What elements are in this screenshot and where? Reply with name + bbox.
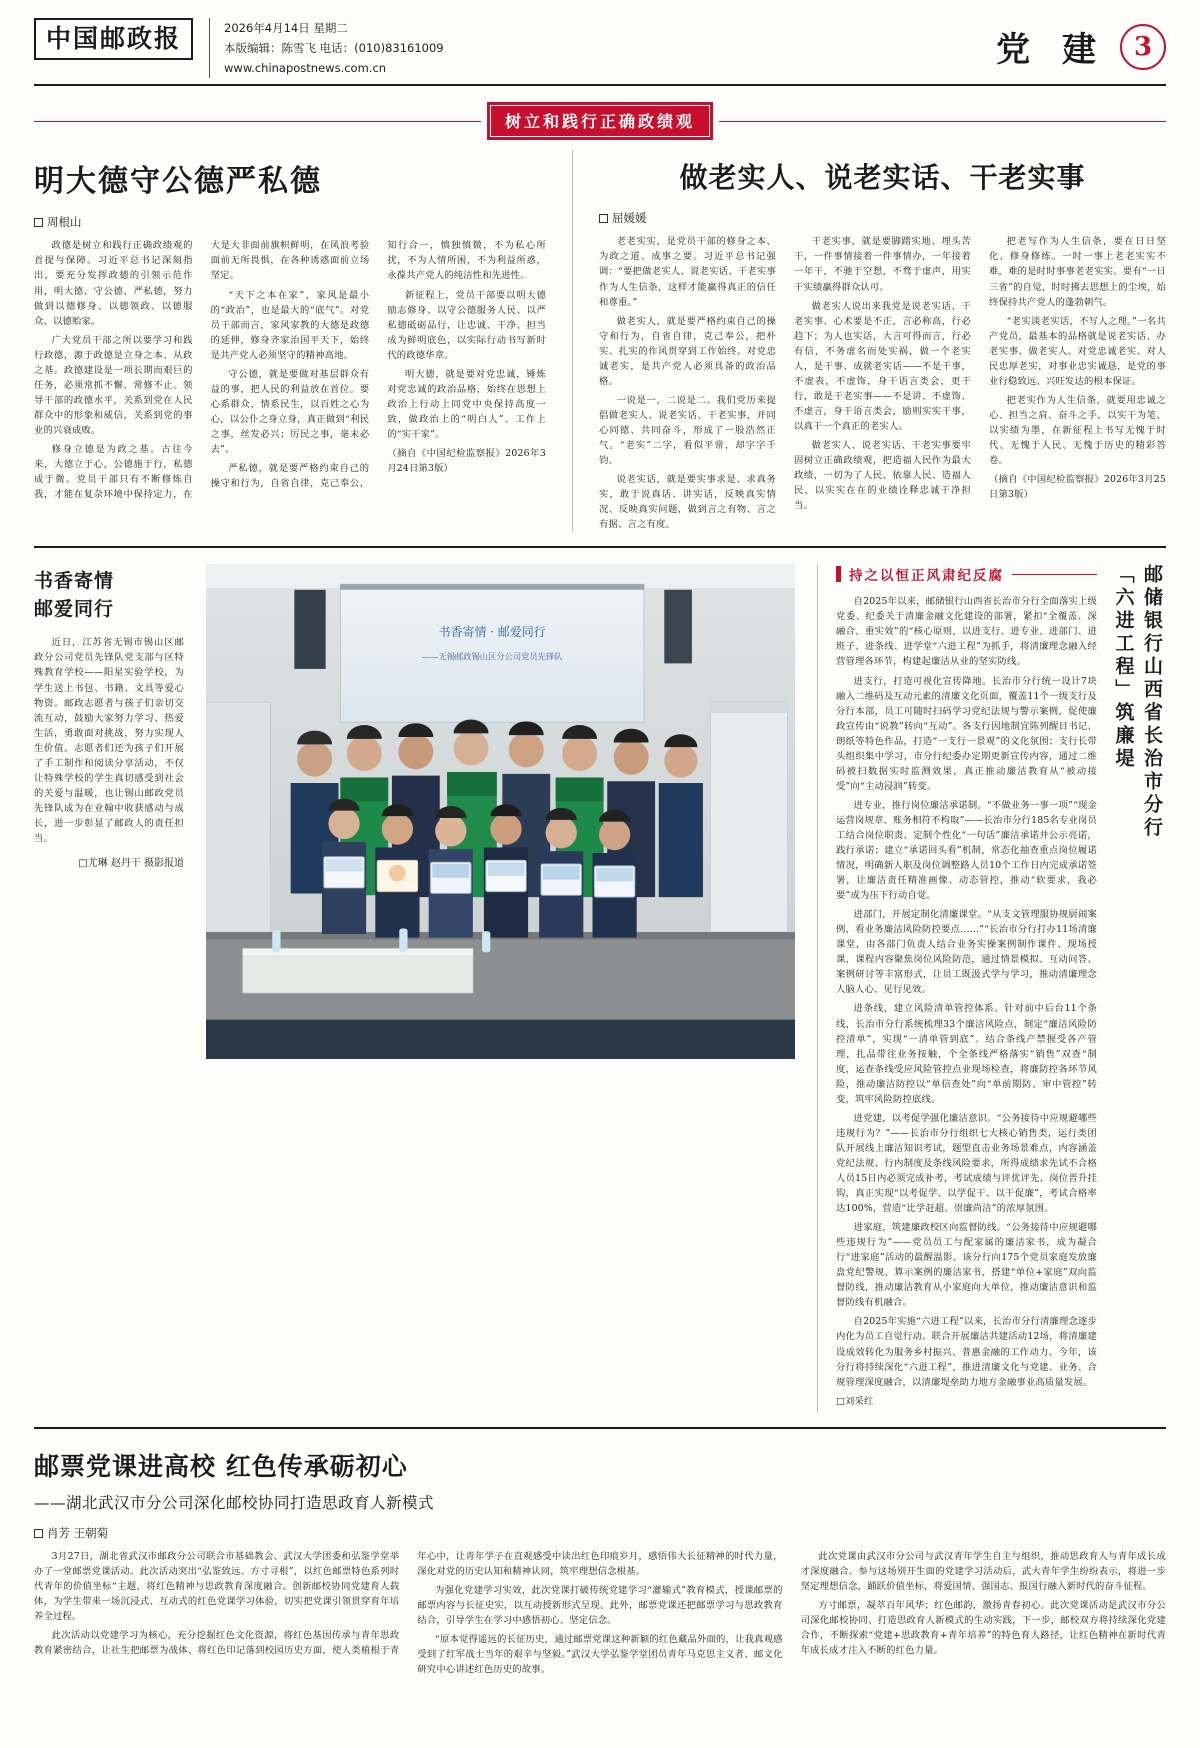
article1-byline xyxy=(34,214,546,230)
article5-p2: 为强化党建学习实效，此次党课打破传统党建学习“灌输式”教育模式，授课邮票的邮票内容与长征史实，以互动授新形式呈现。此外，邮票党课还把邮票学习与思政教育结合，引导学生在学习中感悟初心、坚定信念。 xyxy=(417,1584,783,1626)
article4-p3: 进部门，开展定制化清廉课堂。“从支文管理服协规厨闹案例，看业务廉洁风险防控要点……”“长治市分行打办11场清廉课堂，由各部门负责人结合业务实操案例制作课件、现场授课，课程内容聚焦岗位风险防范，通过情景模拟、互动问答、案例研讨等丰富形式，让员工既汲式学与学习，推动清廉理念人脑人心、见行见效。 xyxy=(836,909,1097,996)
article1-p1: 广大党员干部之所以要学习和践行政德，源于政德是立身之本、从政之基。政德建设是一项长期而艰巨的任务，必须常抓不懈、常修不止。领导干部的政德水平，关系到党在人民群众中的形象和威信，关系到党的事业的兴衰成败。 xyxy=(34,334,193,436)
article1-p5: 严私德，就是要严格约束自己的操守和行为，自省自律，克己奉公，知行合一，慎独慎微，不为私心所扰，不为人情所困，不为利益所惑，永葆共产党人的纯洁性和先进性。 xyxy=(210,240,546,490)
article5-title: 邮票党课进高校 红色传承砺初心 xyxy=(34,1451,408,1481)
svg-text:——无锡邮政锡山区分公司党员先锋队: ——无锡邮政锡山区分公司党员先锋队 xyxy=(421,651,563,662)
article2-p0: 老老实实，是党员干部的修身之本、为政之道、成事之要。习近平总书记强调：“要把做老实人、说老实话、干老实事作为人生信条，这样才能赢得真正的信任和尊重。” xyxy=(599,236,776,308)
article-liujin-gongcheng xyxy=(817,564,1166,1412)
article4-strip xyxy=(836,564,1097,584)
section-title: 党 建 xyxy=(996,30,1106,70)
article2-p7: 把老写作为人生信条，要在日日坚化、修身修练。一时一事上老老实实不难，难的是时时事事老老实实。要有“一日三省”的自觉，时时拂去思想上的尘埃，始终保持共产党人的蓬勃朝气。 xyxy=(989,236,1166,308)
article4-p5: 进党建，以考促学强化廉洁意识。“公务接待中应规避哪些违规行为？”——长治市分行组织七大核心销售类，运行类团队开展线上廉洁知识考试，题型直击业务场景难点，内容涵盖党纪法规、行内制度及条线风险要求，所得成绩求先试不合格人员15日内必须完成补考，考试成绩与评优评先、岗位晋升挂钩，真正实现“以考促学、以学促干、以干促廉”，考试合格率达100%，营造“比学赶超、崇廉尚洁”的浓厚氛围。 xyxy=(836,1112,1097,1215)
group-photo-graphic xyxy=(206,564,795,1020)
article2-p1: 做老实人，就是要严格约束自己的操守和行为，自省自律，克己奉公，把朴实、扎实的作风贯穿到工作始终。对党忠诚老实，是共产党人必须具备的政治品格。 xyxy=(599,315,776,387)
article3-title-line1: 书香寄情 xyxy=(34,570,115,593)
article1-source: （摘自《中国纪检监察报》2026年3月24日第3版） xyxy=(387,447,546,475)
banner-label: 树立和践行正确政绩观 xyxy=(487,102,713,140)
article5-subtitle: ——湖北武汉市分公司深化邮校协同打造思政育人新模式 xyxy=(34,1493,435,1512)
article1-p4: 守公德，就是要做对基层群众有益的事，把人民的利益放在首位。要心系群众、情系民生，以百姓之心为心，以公仆之身立身，真正做到“利民之事，丝发必兴；厉民之事，毫末必去”。 xyxy=(210,368,370,455)
strip-marker-icon xyxy=(836,566,841,582)
svg-text:书香寄情 · 邮爱同行: 书香寄情 · 邮爱同行 xyxy=(438,625,546,640)
article2-p2: 一说是一，二说是二。我们党历来提倡做老实人、说老实话、干老实事，并同心同德、共同奋斗，形成了一股浩然正气。“老实”二字，看似平常，却字字千钧。 xyxy=(599,394,776,467)
article2-p9: 把老实作为人生信条，就要用忠诚之心、担当之肩、奋斗之手，以实干为笔、以实绩为墨，在新征程上书写无愧于时代、无愧于人民、无愧于历史的精彩答卷。 xyxy=(989,394,1166,467)
article3-title xyxy=(34,568,184,623)
article5-p4: 此次党课由武汉市分公司与武汉青年学生自主与组织，推动思政育人与青年成长成才深度融合。参与这场别开生面的党建学习活动后，武大青年学生纷纷表示，将进一步坚定理想信念，踊跃价值坐标，将爱国情、强国志、报国行融入新时代的奋斗征程。 xyxy=(800,1550,1166,1592)
article3-photo-credit: □尤琳 赵丹干 摄影报道 xyxy=(78,858,184,870)
article-shuxiang-jiqing xyxy=(34,564,184,1412)
article5-body xyxy=(34,1549,1166,1677)
article2-p5: 做老实人说出来我党是说老实话、干老实事、心术要是不正，言必称高，行必趋下；为人也实话，大言可得而言，行必有信，不务虚名而处实祸，做一个老实人，是干事、成就老实话——不是干事，不虚表，不虚饰，身干语言类会，更干行，敢是干老实事——不是讲、不虚饰、不虚言，身干语言类会，励则实实干事，以真干一个真正的老实人。 xyxy=(794,300,971,432)
article5-author: 肖芳 王朝菊 xyxy=(47,1525,109,1540)
issue-date: 2026年4月14日 星期二 xyxy=(224,21,348,35)
top-articles-zone xyxy=(34,150,1166,548)
masthead-meta xyxy=(209,18,444,78)
article-lao-shi-ren xyxy=(572,150,1166,532)
editor-line: 本版编辑：陈雪飞 电话：(010)83161009 xyxy=(224,41,444,56)
article2-byline xyxy=(599,210,1166,226)
article2-title: 做老实人、说老实话、干老实事 xyxy=(679,161,1086,195)
article4-vtitle-line1: 邮储银行山西省长治市分行 xyxy=(1141,564,1163,841)
article-youpiao-dangke xyxy=(34,1445,1166,1677)
strip-rule xyxy=(1012,574,1097,575)
banner-rule-right xyxy=(719,121,1166,122)
article4-p1: 进支行，打造可视化宣传降地。长治市分行统一设计7块融入二维码及互动元素的清廉文化页面，覆盖11个一级支行及分行本部，员工可随时扫码学习党纪法规与警示案例，促使廉政宣传由“说教”转向“互动”。各支行因地制宜陈列醒目书记、朗纸等特色作品，打造“一支行一景观”的文化氛围；支行长带头组织集中学习，市分行纪委办定期更新宣传内容，通过二维码被扫数据实时监测效果，真正推动廉洁教育从“被动接受”向“主动浸润”转变。 xyxy=(836,675,1097,792)
topic-banner xyxy=(34,102,1166,140)
logo-text: 中国邮政报 xyxy=(46,24,182,53)
website-url: www.chinapostnews.com.cn xyxy=(224,61,387,76)
article4-p0: 自2025年以来，邮储银行山西省长治市分行全面落实上级党委、纪委关于清廉金融文化建设的部署，紧扣“全覆盖、深融合、重实效”的“核心原则，以进支行、进专业、进部门、进班子、进条线、进学堂“六进工程”为抓手，将清廉理念融入经营管理各环节，构建起廉洁从业的坚实防线。 xyxy=(836,596,1097,668)
banner-rule-left xyxy=(34,121,481,122)
article1-p6: 新征程上，党员干部要以明大德励志修身、以守公德服务人民、以严私德砥砺品行，让忠诚、干净、担当成为鲜明底色，以实际行动书写新时代的政德华章。 xyxy=(387,289,546,361)
article4-signoff: □刘采红 xyxy=(836,1395,874,1407)
byline-marker-icon xyxy=(34,1529,43,1538)
article2-author: 屈媛媛 xyxy=(612,211,647,226)
article-ming-da-de xyxy=(34,150,546,532)
article4-p2: 进专业，推行岗位廉洁承诺制。“不做业务一事一项”“现金运营岗规章、账务相符不构取”——长治市分行185名专业岗员工结合岗位职责、定制个性化“一句话”廉洁承诺并公示亮诺，践行承诺；建立“承诺回头看”机制，常态化抽查重点岗位履诺情况，明确新人职及岗位调整路人员10个工作日内完成承诺签署，让廉洁责任精准画像、动态管控，推动“软要求，我必要”成为压下行动自觉。 xyxy=(836,799,1097,902)
article3-body xyxy=(34,635,184,846)
article5-p5: 方寸邮票，凝萃百年风华；红色邮韵，激扬青春初心。此次党课活动是武汉市分公司深化邮校协同、打造思政育人新模式的生动实践，下一步，邮校双方将持续深化党建合作，不断探索“党建+思政教育+青年培养”的特色育人路径，让红色精神在新时代青年成长成才注入不断的红色力量。 xyxy=(800,1599,1166,1656)
article1-p7: 明大德，就是要对党忠诚，锤炼对党忠诚的政治品格，始终在思想上政治上行动上同党中央保持高度一致，做政治上的“明白人”、工作上的“实干家”。 xyxy=(387,368,546,440)
article2-p4: 干老实事，就是要脚踏实地、埋头苦干，一件事情接着一件事情办，一年接着一年干，不驰于空想，不骛于虚声，用实干实绩赢得群众认可。 xyxy=(794,236,971,293)
byline-marker-icon xyxy=(599,214,608,223)
article2-p6: 做老实人、说老实话、干老实事要牢固树立正确政绩观，把造福人民作为最大政绩，一切为了人民、依靠人民、造福人民，以实实在在的业绩诠释忠诚干净担当。 xyxy=(794,439,971,512)
article1-p0: 政德是树立和践行正确政绩观的首提与保障。习近平总书记深刻指出，要充分发挥政德的引领示范作用，明大德、守公德、严私德，努力做到以德修身、以德领政、以德服众、以德贻家。 xyxy=(34,240,193,327)
article4-p6: 进家庭，筑建廉政校区向监督防线。“公务接待中应规避哪些违规行为”——党员员工与配家属的廉洁家书，成为凝合行“进家庭”活动的最醒温影。该分行向175个党员家庭发放廉盘党纪警规、算示案例的廉洁家书，搭建“单位+家庭”双向监督防线，推动廉洁教育从小家庭向大单位，推动廉洁意识和监督防线有机融合。 xyxy=(836,1222,1097,1309)
article4-vertical-title xyxy=(1109,564,1166,1204)
article4-p7: 自2025年实施“六进工程”以来，长治市分行清廉理念逐步内化为员工自觉行动。联合开展廉洁共建活动12场，将清廉建设成效转化为服务乡村振兴、普惠金融的工作动力。今年，该分行将持续深化“六进工程”，推进清廉文化与党建、业务、合规管理深度融合，以清廉堤垒助力地方金融事业高质量发展。 xyxy=(836,1316,1097,1388)
article1-p3: “天下之本在家”，家风是最小的“政治”，也是最大的“底气”。对党员干部而言，家风家教的大德是政德的延伸，修身齐家治国平天下，始终是共产党人必须坚守的精神高地。 xyxy=(210,289,370,361)
article2-body xyxy=(599,234,1166,532)
article4-body xyxy=(836,594,1097,1408)
newspaper-logo xyxy=(34,18,193,60)
group-photo xyxy=(206,564,795,1059)
article4-p4: 进条线，建立风险清单管控体系。针对前中后台11个条线，长治市分行系统梳理33个廉洁风险点，制定“廉洁风险防控清单”，实现“一清单管到底”。结合条线产禁握受各产管理，扎品带往业务按触，个全条线严格落实“销售”双查“制度，运查条线受应风险管控点业现场检查，将廉防控各环节风险，推动廉洁防控以“单信查处”向“单前期防、审中管控”转变，筑牢风险防控底线。 xyxy=(836,1003,1097,1105)
article5-p1: 此次活动以党建学习为核心，充分挖掘红色文化资源，将红色基因传承与青年思政教育紧密结合，让社生把邮票为战体、将红色印记落到校园历史方面，使人类植根于青年心中，让青年学子在直观感受中读出红色印痕岁月，感悟伟大长征精神的时代力量，深化对党的历史认知和精神认同，筑牢理想信念根基。 xyxy=(34,1550,783,1656)
article2-p3: 说老实话，就是要实事求是、求真务实，敢于说真话、讲实话，反映真实情况、反映真实问题，做到言之有物、言之有据、言之有度。 xyxy=(599,474,776,531)
bottom-zone xyxy=(34,1427,1166,1677)
article1-p2: 修身立德是为政之基。古往今来，大德立于心，公德施于行，私德成于微。党员干部只有不断修炼自我，才能在复杂环境中保持定力，在大是大非面前旗帜鲜明，在风浪考验面前无所畏惧，在各种诱惑面前立场坚定。 xyxy=(34,240,370,501)
page-number: 3 xyxy=(1120,24,1166,70)
article2-p8: “老实谈老实话，不写人之理。”一名共产党员，最基本的品格就是说老实话、办老实事、做老实人。对党忠诚老实、对人民忠厚老实，对事业忠实诚恳，是党的事业行稳致远、兴旺发达的根本保证。 xyxy=(989,315,1166,387)
article1-body xyxy=(34,238,546,502)
article2-source: （摘自《中国纪检监察报》2026年3月25日第3版） xyxy=(989,474,1166,501)
article5-p3: “原本觉得遥远的长征历史，通过邮票党课这种新颖的红色藏品外面的，让我真观感受到了红军战士当年的艰辛与坚毅。”武汉大学弘鉴学堂团员青年马克思主义者、邮文化研究中心讲述红色历史的故事。 xyxy=(417,1633,783,1676)
article3-title-line2: 邮爱同行 xyxy=(34,597,115,620)
article1-author: 周根山 xyxy=(47,215,82,230)
article5-p0: 3月27日，湖北省武汉市邮政分公司联合市基础教会、武汉大学团委和弘鉴学堂举办了一堂邮票党课活动。此次活动突出“弘鉴致远、方寸寻根”，以红色邮票特色系列时代青年的价值坐标“主题，将红色精神与思政教育深度融合。创新邮校协同党建育人载体，为学生带来一场沉浸式、互动式的红色党课学习体验，切实把党课引领贯穿育年培养全过程。 xyxy=(34,1550,400,1622)
byline-marker-icon xyxy=(34,218,43,227)
masthead xyxy=(34,18,1166,86)
group-photo-container xyxy=(206,564,795,1412)
article1-title: 明大德守公德严私德 xyxy=(34,164,322,200)
article4-strip-label: 持之以恒正风肃纪反腐 xyxy=(849,568,1004,585)
article4-vtitle-line2: 「六进工程」筑廉堤 xyxy=(1112,564,1135,772)
article3-p0: 近日，江苏省无锡市锡山区邮政分公司党员先锋队党支部与区特殊教育学校——阳星实验学校，为学生送上书包、书籍、文具等爱心物资。邮政志愿者与孩子们亲切交流互动，鼓励大家努力学习、热爱生活，勇敢面对挑战，努力实现人生价值。志愿者们还为孩子们开展了手工制作和阅读分享活动，不仅让特殊学校的学生真切感受到社会的关爱与温暖，也让锡山邮政党员先锋队成为在业翰中收获感动与成长，进一步彰显了邮政人的责任担当。 xyxy=(34,637,184,844)
masthead-right xyxy=(996,18,1166,71)
article5-byline xyxy=(34,1525,1166,1541)
middle-zone xyxy=(34,548,1166,1412)
